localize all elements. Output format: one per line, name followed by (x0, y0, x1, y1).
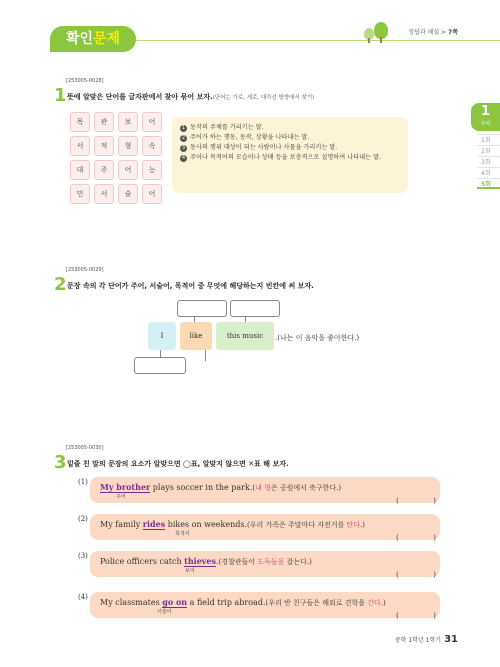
answer-parens[interactable]: ( ) (396, 534, 436, 542)
element-tag: 목적어 (175, 531, 190, 537)
q1-code: [253005-0028] (66, 78, 104, 84)
grid-cell[interactable]: 어 (118, 160, 138, 180)
item-number: (4) (78, 593, 88, 601)
q2-instruction: 문장 속의 각 단어가 주어, 서술어, 목적어 중 무엇에 해당하는지 빈칸에 써 보자. (67, 282, 314, 290)
hint-item: 4 주어나 목적어의 모습이나 상태 등을 보충적으로 설명하여 나타내는 말. (181, 154, 382, 161)
grid-cell[interactable]: 술 (118, 184, 138, 204)
answer-reference: 정답과 해설 > 7쪽 (408, 29, 458, 36)
grid-cell[interactable]: 능 (142, 160, 162, 180)
hint-box (172, 117, 408, 193)
grid-cell[interactable]: 적 (94, 136, 114, 156)
hint-item: 1 동작의 주체를 가리키는 말. (181, 124, 264, 131)
word-box-verb: like (180, 322, 212, 350)
item-number: (2) (78, 515, 88, 523)
element-tag: 주어 (116, 494, 126, 500)
q2-code: [253005-0029] (66, 267, 104, 273)
grid-cell[interactable]: 관 (94, 112, 114, 132)
grid-cell[interactable]: 서 (94, 184, 114, 204)
page-number: 31 (444, 634, 458, 645)
grid-cell[interactable]: 서 (70, 136, 90, 156)
sentence-box: Police officers catch thieves.(경찰관들이 도둑들을 잡는다.) (90, 551, 440, 577)
side-item-3[interactable]: 3회 (477, 156, 500, 167)
element-tag: 서술어 (157, 609, 172, 615)
answer-parens[interactable]: ( ) (396, 497, 436, 505)
q3-instruction: 밑줄 친 말의 문장의 요소가 알맞으면 ◯표, 알맞지 않으면 ✕표 해 보자. (67, 460, 289, 468)
answer-box-like[interactable] (177, 300, 227, 317)
grid-cell[interactable]: 어 (142, 112, 162, 132)
grid-cell[interactable]: 보 (118, 112, 138, 132)
grid-cell[interactable]: 대 (70, 160, 90, 180)
grid-cell[interactable]: 속 (142, 136, 162, 156)
q3-number: 3 (54, 452, 67, 473)
sentence-box: My brother plays soccer in the park.(내 형은 공원에서 축구한다.) (90, 477, 440, 503)
grid-cell[interactable]: 형 (118, 136, 138, 156)
side-item-5[interactable]: 5회 (477, 178, 500, 189)
side-item-1[interactable]: 1회 (477, 134, 500, 145)
q2-translation: .(나는 이 음악을 좋아한다.) (275, 334, 360, 342)
answer-parens[interactable]: ( ) (396, 612, 436, 620)
hint-item: 3 동사의 행위 대상이 되는 사람이나 사물을 가리키는 말. (181, 144, 338, 151)
grid-cell[interactable]: 목 (70, 112, 90, 132)
q1-instruction: 뜻에 알맞은 단어를 글자판에서 찾아 묶어 보자.(단어는 가로, 세로, 대각선 방향에서 찾기) (67, 93, 315, 101)
q1-number: 1 (54, 85, 67, 106)
answer-box-music[interactable] (230, 300, 280, 317)
side-item-2[interactable]: 2회 (477, 145, 500, 156)
page-footer: 중학 1학년 1학기 31 (394, 634, 458, 645)
word-box-subject: I (148, 322, 176, 350)
grid-cell[interactable]: 어 (142, 184, 162, 204)
item-number: (1) (78, 478, 88, 486)
grid-cell[interactable]: 주 (94, 160, 114, 180)
word-box-object: this music (216, 322, 274, 350)
q3-code: [253005-0030] (66, 445, 104, 451)
section-title: 확인문제 (50, 26, 136, 52)
sentence-box: My classmates go on a field trip abroad.(우리 반 친구들은 해외로 견학을 간다.) (90, 592, 440, 618)
answer-parens[interactable]: ( ) (396, 571, 436, 579)
week-tab[interactable]: 1 주차 (471, 103, 500, 131)
item-number: (3) (78, 552, 88, 560)
hint-item: 2 주어가 하는 행동, 동작, 상황을 나타내는 말. (181, 134, 310, 141)
connector-line (205, 350, 206, 361)
grid-cell[interactable]: 민 (70, 184, 90, 204)
element-tag: 보어 (185, 568, 195, 574)
word-search-grid (70, 112, 166, 204)
sentence-box: My family rides bikes on weekends.(우리 가족은 주말마다 자전거를 탄다.) (90, 514, 440, 540)
side-item-4[interactable]: 4회 (477, 167, 500, 178)
q2-number: 2 (54, 274, 67, 295)
answer-box-i[interactable] (134, 357, 186, 374)
